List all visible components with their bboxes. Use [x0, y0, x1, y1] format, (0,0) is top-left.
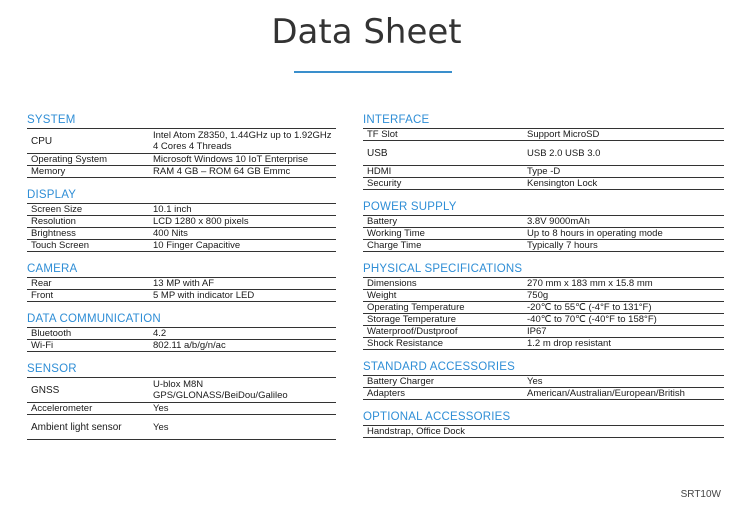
- spec-label: HDMI: [367, 166, 392, 177]
- spec-value: Type -D: [527, 166, 561, 177]
- section-heading: SENSOR: [27, 363, 336, 378]
- spec-value: 3.8V 9000mAh: [527, 216, 590, 227]
- spec-value: RAM 4 GB – ROM 64 GB Emmc: [153, 166, 291, 177]
- section-power-supply: [363, 201, 724, 252]
- left-spec-column: [27, 114, 336, 451]
- spec-row-screen-size: [27, 204, 336, 216]
- spec-label: Shock Resistance: [367, 338, 444, 349]
- section-heading: DISPLAY: [27, 189, 336, 204]
- spec-value: Typically 7 hours: [527, 240, 598, 251]
- spec-row-brightness: [27, 228, 336, 240]
- spec-value: Yes: [527, 376, 543, 387]
- spec-row-ambient-light-sensor: [27, 415, 336, 440]
- spec-label: Weight: [367, 290, 397, 301]
- spec-row-dimensions: [363, 278, 724, 290]
- spec-value: -40℃ to 70℃ (-40°F to 158°F): [527, 314, 657, 325]
- spec-row-weight: [363, 290, 724, 302]
- spec-value: Intel Atom Z8350, 1.44GHz up to 1.92GHz 4 Cores 4 Threads: [153, 130, 332, 152]
- spec-label: Ambient light sensor: [31, 421, 122, 433]
- spec-value: USB 2.0 USB 3.0: [527, 147, 601, 159]
- spec-value: 1.2 m drop resistant: [527, 338, 611, 349]
- section-heading: STANDARD ACCESSORIES: [363, 361, 724, 376]
- spec-value: U-blox M8N GPS/GLONASS/BeiDou/Galileo: [153, 379, 288, 401]
- spec-label: Charge Time: [367, 240, 422, 251]
- spec-label: Operating Temperature: [367, 302, 465, 313]
- spec-row-battery: [363, 216, 724, 228]
- section-heading: SYSTEM: [27, 114, 336, 129]
- spec-row-wi-fi: [27, 340, 336, 352]
- spec-label: CPU: [31, 135, 53, 147]
- spec-label: Screen Size: [31, 204, 83, 215]
- section-display: [27, 189, 336, 252]
- section-standard-accessories: [363, 361, 724, 400]
- spec-value: American/Australian/European/British: [527, 388, 685, 399]
- section-heading: DATA COMMUNICATION: [27, 313, 336, 328]
- spec-row-charge-time: [363, 240, 724, 252]
- spec-row-battery-charger: [363, 376, 724, 388]
- spec-value: 750g: [527, 290, 549, 301]
- spec-label: Brightness: [31, 228, 76, 239]
- page-title: Data Sheet: [271, 12, 462, 52]
- spec-row-cpu: [27, 129, 336, 154]
- spec-value: Yes: [153, 421, 169, 433]
- spec-label: Security: [367, 178, 402, 189]
- spec-label: Resolution: [31, 216, 76, 227]
- spec-label: Memory: [31, 166, 66, 177]
- spec-label: GNSS: [31, 384, 60, 396]
- spec-value: 400 Nits: [153, 228, 188, 239]
- section-interface: [363, 114, 724, 190]
- spec-value: 270 mm x 183 mm x 15.8 mm: [527, 278, 653, 289]
- spec-row-front: [27, 290, 336, 302]
- section-system: [27, 114, 336, 178]
- section-data-communication: [27, 313, 336, 352]
- spec-label: Working Time: [367, 228, 425, 239]
- spec-row-handstrap-office-dock: [363, 426, 724, 438]
- spec-row-tf-slot: [363, 129, 724, 141]
- spec-row-bluetooth: [27, 328, 336, 340]
- section-heading: PHYSICAL SPECIFICATIONS: [363, 263, 724, 278]
- spec-value: Support MicroSD: [527, 129, 600, 140]
- spec-value: 802.11 a/b/g/n/ac: [153, 340, 226, 351]
- section-heading: POWER SUPPLY: [363, 201, 724, 216]
- spec-label: Operating System: [31, 154, 108, 165]
- spec-label: Dimensions: [367, 278, 417, 289]
- spec-value: Yes: [153, 403, 169, 414]
- spec-row-usb: [363, 141, 724, 166]
- model-code: SRT10W: [680, 489, 721, 500]
- spec-row-operating-temperature: [363, 302, 724, 314]
- spec-row-hdmi: [363, 166, 724, 178]
- section-heading: OPTIONAL ACCESSORIES: [363, 411, 724, 426]
- title-underline: [294, 71, 452, 73]
- spec-label: Accelerometer: [31, 403, 93, 414]
- spec-row-gnss: [27, 378, 336, 403]
- spec-row-waterproof-dustproof: [363, 326, 724, 338]
- spec-row-resolution: [27, 216, 336, 228]
- spec-value: -20℃ to 55℃ (-4°F to 131°F): [527, 302, 652, 313]
- spec-label: Battery Charger: [367, 376, 435, 387]
- spec-label: Wi-Fi: [31, 340, 54, 351]
- spec-label: Waterproof/Dustproof: [367, 326, 458, 337]
- spec-value: 5 MP with indicator LED: [153, 290, 255, 301]
- spec-value: IP67: [527, 326, 547, 337]
- spec-label: Rear: [31, 278, 52, 289]
- spec-row-rear: [27, 278, 336, 290]
- spec-value: Microsoft Windows 10 IoT Enterprise: [153, 154, 309, 165]
- section-sensor: [27, 363, 336, 440]
- spec-value: 13 MP with AF: [153, 278, 215, 289]
- spec-label: Bluetooth: [31, 328, 72, 339]
- spec-value: LCD 1280 x 800 pixels: [153, 216, 249, 227]
- section-heading: INTERFACE: [363, 114, 724, 129]
- section-physical-specifications: [363, 263, 724, 350]
- spec-row-adapters: [363, 388, 724, 400]
- spec-row-memory: [27, 166, 336, 178]
- spec-label: USB: [367, 147, 388, 159]
- spec-row-touch-screen: [27, 240, 336, 252]
- section-optional-accessories: [363, 411, 724, 438]
- spec-row-storage-temperature: [363, 314, 724, 326]
- spec-value: 10.1 inch: [153, 204, 192, 215]
- spec-label: Adapters: [367, 388, 406, 399]
- right-spec-column: [363, 114, 724, 449]
- spec-row-shock-resistance: [363, 338, 724, 350]
- spec-row-security: [363, 178, 724, 190]
- spec-value: 4.2: [153, 328, 167, 339]
- spec-label: Battery: [367, 216, 398, 227]
- spec-label: Front: [31, 290, 54, 301]
- spec-label: Storage Temperature: [367, 314, 457, 325]
- spec-value: Up to 8 hours in operating mode: [527, 228, 663, 239]
- spec-row-accelerometer: [27, 403, 336, 415]
- spec-label: TF Slot: [367, 129, 398, 140]
- spec-row-operating-system: [27, 154, 336, 166]
- spec-label: Handstrap, Office Dock: [367, 426, 466, 437]
- section-camera: [27, 263, 336, 302]
- spec-row-working-time: [363, 228, 724, 240]
- spec-value: 10 Finger Capacitive: [153, 240, 241, 251]
- section-heading: CAMERA: [27, 263, 336, 278]
- spec-value: Kensington Lock: [527, 178, 598, 189]
- spec-label: Touch Screen: [31, 240, 90, 251]
